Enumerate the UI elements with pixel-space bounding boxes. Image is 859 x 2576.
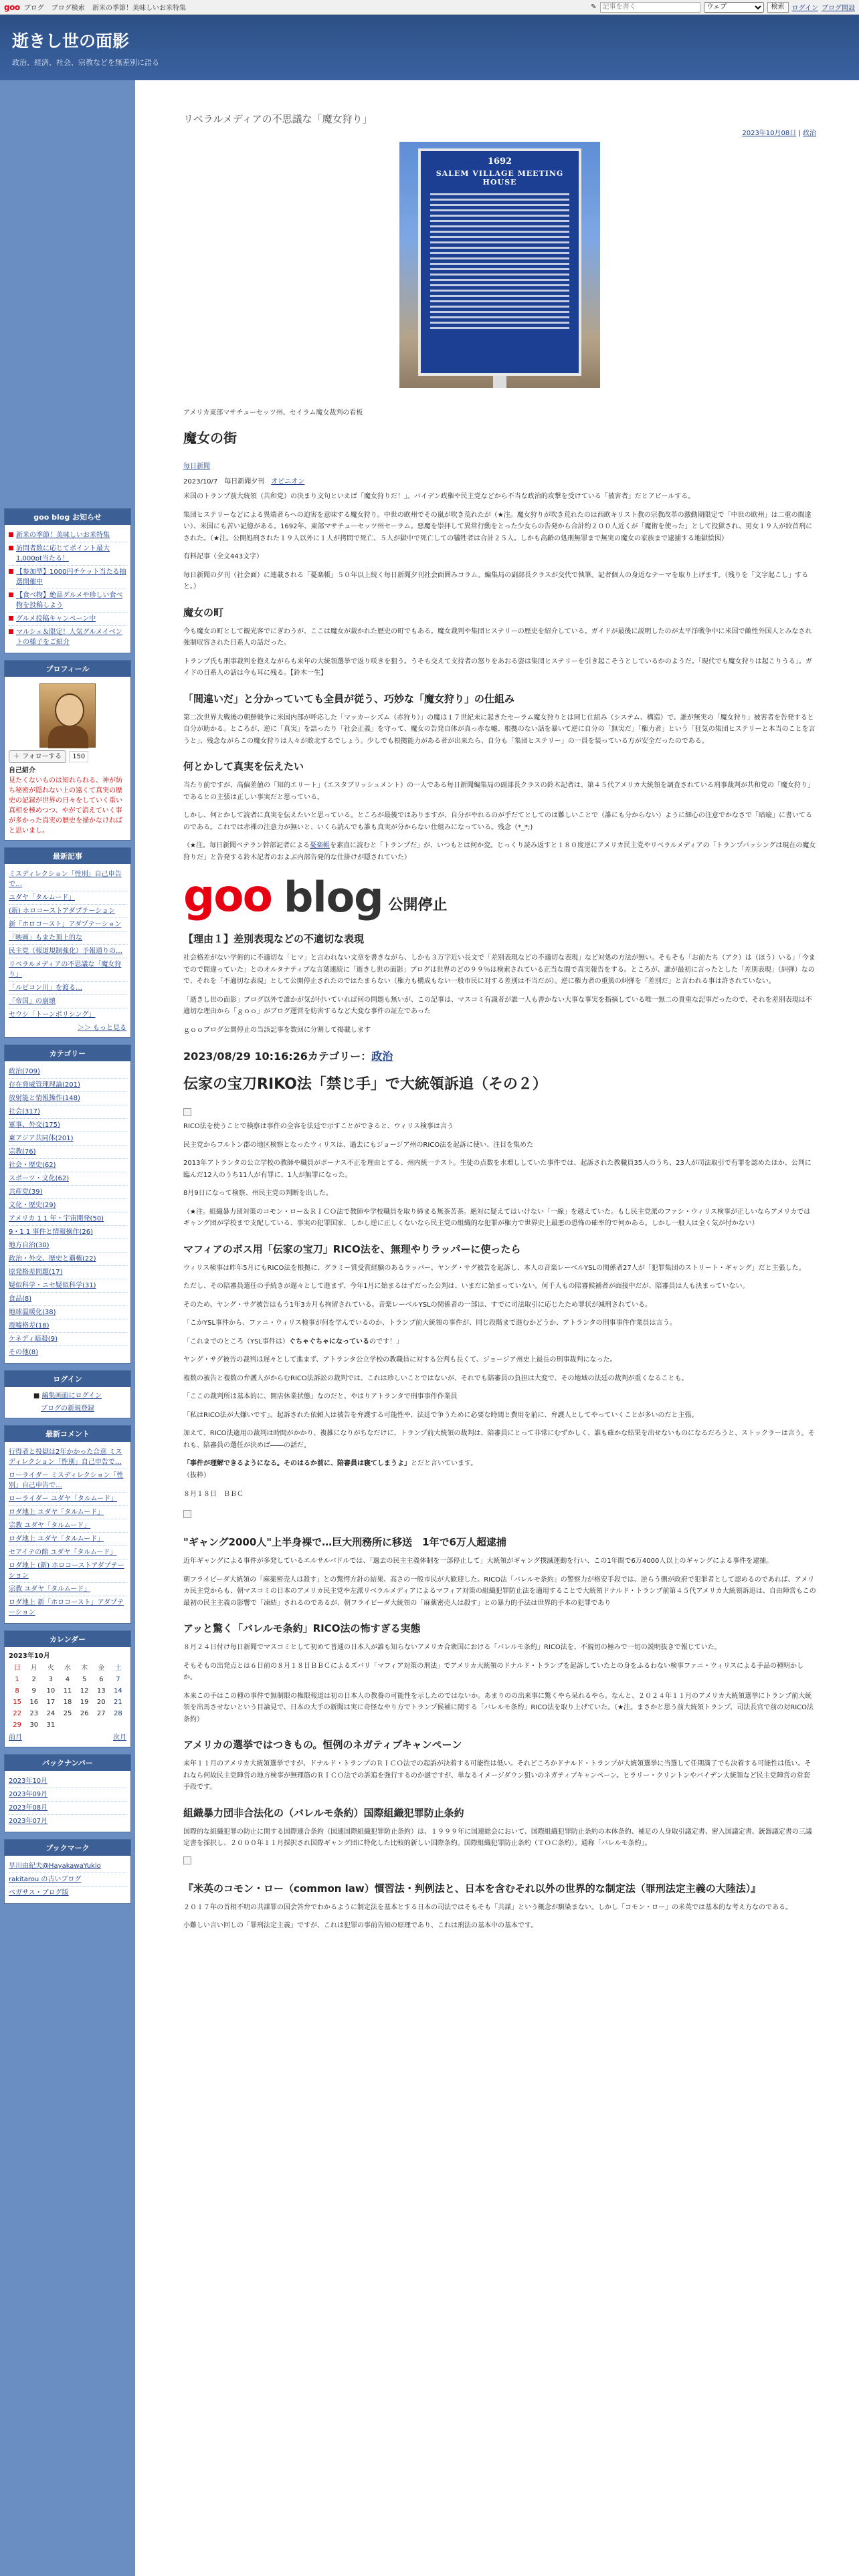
paragraph: 「こかYSL事件から、ファニ・ウィリス検事が何を学んでいるのか、トランプ前大統領の事件が、同じ段階まで進むかどうか、アトランタの刑事事件作業員は言う。 <box>183 1319 676 1327</box>
login-link[interactable]: ログイン <box>791 5 818 12</box>
category-item[interactable] <box>9 1319 126 1333</box>
category-link[interactable]: その他(8) <box>9 1349 39 1356</box>
recent-post-link[interactable]: ミスディレクション「性別」自己申告で… <box>9 871 122 888</box>
paragraph: ただし、その陪審員選任の手続きが遅々として進まず、今年1月に始まるはずだった公判は、いまだに始まっていない。何千人もの陪審候補者が面接中だが、陪審員は人も決まっていない。 <box>183 1283 749 1290</box>
recent-post-item[interactable] <box>9 958 126 982</box>
notice-link[interactable]: 【食べ物】絶品グルメや珍しい食べ物を投稿しよう <box>16 592 123 609</box>
top-link-blog[interactable]: ブログ <box>23 5 44 12</box>
recent-post-item[interactable] <box>9 1008 126 1021</box>
category-item[interactable] <box>9 1159 126 1172</box>
calendar-day[interactable]: 17 <box>46 1699 56 1706</box>
top-right-controls <box>591 2 855 13</box>
recent-posts-box <box>4 847 131 1038</box>
calendar-prev-link[interactable]: 前月 <box>9 1734 22 1741</box>
recent-comment-link[interactable]: ロダ地上 ユダヤ「タルムード」 <box>9 1535 104 1543</box>
category-item[interactable] <box>9 1226 126 1239</box>
heading-witch-town: 魔女の町 <box>183 606 224 619</box>
heading-rico: 伝家の宝刀RIKO法「禁じ手」で大統領訴追（その２） <box>183 1076 547 1093</box>
blog-logo-large: blog <box>283 873 383 922</box>
category-item[interactable] <box>9 1119 126 1132</box>
top-links <box>24 2 191 12</box>
backnumber-item[interactable] <box>9 1788 126 1802</box>
self-intro-title: 自己紹介 <box>9 767 35 774</box>
notice-link[interactable]: グルメ投稿キャンペーン中 <box>16 615 96 623</box>
category-item[interactable] <box>9 1346 126 1359</box>
calendar-day[interactable]: 12 <box>80 1687 89 1695</box>
category-link[interactable]: 地方自治(30) <box>9 1242 50 1249</box>
recent-comment-item[interactable] <box>9 1533 126 1546</box>
paragraph: 民主党からフルトン郡の地区検察となったウィリスは、過去にもジョージア州のRICO法を起訴に使い、注目を集めた <box>183 1141 534 1149</box>
search-scope-select[interactable] <box>704 2 764 13</box>
heading-common-law: 『米英のコモン・ロー（common law）慣習法・判例法と、日本を含むそれ以外の世界的な制定法（罪刑法定主義の大陸法）』 <box>183 1882 761 1895</box>
backnumber-box <box>4 1754 131 1832</box>
category-link[interactable]: スポーツ・文化(62) <box>9 1175 70 1182</box>
recent-comments-box <box>4 1425 131 1624</box>
search-input[interactable] <box>600 2 700 13</box>
calendar-day[interactable]: 18 <box>63 1699 72 1706</box>
calendar-day[interactable]: 15 <box>13 1699 21 1706</box>
category-item[interactable] <box>9 1186 126 1199</box>
category-item[interactable] <box>9 1306 126 1319</box>
blog-header <box>0 15 859 80</box>
bullet-icon <box>9 629 13 634</box>
heading-crime: 組織暴力団非合法化の（バレルモ条約）国際組織犯罪防止条約 <box>183 1806 464 1819</box>
paragraph: 当たり前ですが、高偏差値の「知的エリート」（エスタブリッシュメント）の一人である毎日新聞編集局の副部長クラスの鈴木記者は、第４５代アメリカ大統領を調査されている刑事裁判が共和党の「魔女狩り」であるとの主張は正しい事実だと思っている。 <box>183 782 814 801</box>
paragraph: 「事件が理解できるようになる。そのはるか前に、陪審員は寝てしまうよ」とだと言いています。 （抜粋） <box>183 1460 478 1479</box>
notice-item[interactable] <box>9 566 126 589</box>
category-link[interactable]: 食品(8) <box>9 1295 32 1303</box>
pencil-icon: ✎ <box>591 3 597 11</box>
calendar-day[interactable]: 8 <box>15 1687 19 1695</box>
paragraph: ウィリス検事は昨年5月にもRICO法を根拠に、グラミー賞受賞経験のあるラッパー、ヤング・サグ被告を起訴し、本人の音楽レーベルYSLの関係者27人が「犯罪集団のストリート・ギャング」だと主張した。 <box>183 1264 805 1272</box>
categories-box <box>4 1045 131 1364</box>
recent-comment-item[interactable] <box>9 1469 126 1493</box>
recent-post-item[interactable] <box>9 982 126 995</box>
recent-comment-item[interactable] <box>9 1506 126 1519</box>
paragraph: 第二次世界大戦後の朝鮮戦争に米国内部が呼応した「マッカーシズム（赤狩り）」の魔は１７世紀末に起きたセーラム魔女狩りとは同じ仕組み（システム、構造）で、誰が無実の「魔女狩り」被害者を告発すると自分が助かる。ところが、逆に「真実」を語ったり「社会正義」を守って、魔女の告発自体が真っ赤な嘘、根拠のない話を暴いて逆に自分の「無実だ」「権力者」という「狂気の集団ヒステリーと本当のことを言うと」、残念ながらこの魔女狩りは人々が敗北するでしょう。少しでも根拠能力がある者が出来たら、自分も「集団ヒステリー」の一員を装っている方が安全だったのである。 <box>183 714 816 745</box>
post-category-link[interactable]: 政治 <box>371 1050 393 1063</box>
category-item[interactable] <box>9 1279 126 1293</box>
recent-post-item[interactable] <box>9 995 126 1008</box>
heading-gang: "ギャング2000人"上半身裸で…巨大刑務所に移送 1年で6万人超逮捕 <box>183 1536 506 1548</box>
calendar-day[interactable]: 10 <box>46 1687 56 1695</box>
broken-image-icon <box>183 1108 191 1116</box>
bookmark-link[interactable]: 早川由紀夫@HayakawaYukio <box>9 1862 101 1870</box>
blog-title[interactable]: 逝きし世の面影 <box>12 31 130 51</box>
calendar-day[interactable]: 7 <box>116 1676 120 1683</box>
calendar-day[interactable]: 11 <box>63 1687 72 1695</box>
opinion-link[interactable]: オピニオン <box>271 478 305 486</box>
sidebar <box>0 80 135 2576</box>
recent-post-item[interactable] <box>9 945 126 958</box>
self-intro-text: 見たくないものは知れられる、神が紡ち秘密が隠れない上の遠くて真実の歴史の記録が世界の日々をしていく重い真相を極めつつ、やがて消えていく事が多かった真実の歴史を描かなければと思いまし。 <box>9 777 122 835</box>
recent-comments-title: 最新コメント <box>5 1426 130 1442</box>
notice-item[interactable] <box>9 529 126 542</box>
recent-post-link[interactable]: ユダヤ「タルムード」 <box>9 894 76 901</box>
profile-box <box>4 660 131 841</box>
category-link[interactable]: ケネディ暗殺(9) <box>9 1335 58 1343</box>
top-link-rice[interactable]: 新米の季節！美味しいお米特集 <box>92 5 186 12</box>
paragraph: 小難しい言い回しの「罪刑法定主義」ですが、これは犯罪の事前告知の原理であり、これは刑法の基本中の基本です。 <box>183 1922 538 1929</box>
recent-comment-link[interactable]: 宗教 ユダヤ「タルムード」 <box>9 1522 91 1529</box>
paragraph: そもそもの出発点とは６日前の８月１８日ＢＢＣによるズバリ「マフィア対策の刑法」でアメリカ大統領のドナルド・トランプを起訴していたとの身をふるわない検事ファニ・ウィリスによる手品の種明かしか。 <box>183 1662 803 1681</box>
bullet-icon <box>9 532 13 537</box>
recent-comment-link[interactable]: ローライダー ユダヤ「タルムード」 <box>9 1495 117 1503</box>
category-item[interactable] <box>9 1092 126 1105</box>
search-button[interactable]: 検索 <box>767 2 789 13</box>
heading-trick: 「間違いだ」と分かっていても全員が従う、巧妙な「魔女狩り」の仕組み <box>183 692 515 705</box>
calendar-day[interactable]: 6 <box>99 1676 104 1683</box>
calendar-next-link[interactable]: 次月 <box>113 1734 126 1741</box>
source-paper-link[interactable]: 毎日新聞 <box>183 463 210 470</box>
notice-item[interactable] <box>9 613 126 626</box>
recent-comment-link[interactable]: セアイテの館 ユダヤ「タルムード」 <box>9 1549 117 1556</box>
paragraph: そのため、ヤング・サグ被告はもう1年3カ月も拘留されている。音楽レーベルYSLの関係者の一部は、すでに司法取引に応じたため罪状が減刑されている。 <box>183 1301 652 1309</box>
recent-comment-link[interactable]: 宗教 ユダヤ「タルムード」 <box>9 1586 91 1593</box>
notice-link[interactable]: 訪問者数に応じてポイント最大1,000pt当たる！ <box>16 545 110 562</box>
paragraph: 2013年アトランタの公立学校の教師や職員がボーナス不正を理由とする、州内統一テスト。生徒の点数を水増ししていた事件では、起訴された教職員35人のうち、23人が司法取引で有罪を認めたほか、公判に臨んだ12人のうち11人が有罪に、1人が無罪になった。 <box>183 1160 812 1179</box>
calendar-weekday: 金 <box>98 1665 105 1672</box>
backnumber-link[interactable]: 2023年08月 <box>9 1804 48 1812</box>
notice-item[interactable] <box>9 542 126 566</box>
paragraph: （★注。毎日新聞ベテラン幹部記者による憂楽帳を素直に読むと「トランプだ」が、いつもとは何か変。じっくり読み返すと１８０度逆にアメリカ民主党やリベラルメディアの「トランプバッシングは現在の魔女狩りだ」と告発する鈴木記者のおよぶ内部告発的な仕掛けが隠されていた） <box>183 842 816 861</box>
calendar-day <box>59 1719 76 1731</box>
goo-logo[interactable]: goo <box>4 2 20 12</box>
calendar-day[interactable]: 31 <box>46 1721 56 1729</box>
backnumber-item[interactable] <box>9 1802 126 1815</box>
source-meta: 2023/10/7 毎日新聞夕刊 <box>183 478 265 486</box>
top-link-search[interactable]: ブログ検索 <box>51 5 85 12</box>
paragraph: 「これまでのところ（YSL事件は）ぐちゃぐちゃになっているのです！」 <box>183 1337 403 1346</box>
bookmark-item[interactable] <box>9 1860 126 1873</box>
category-item[interactable] <box>9 1079 126 1092</box>
paragraph: 近年ギャングによる事件が多発しているエルサルバドルでは、「過去の民主主義体制を一部停止して」大統領がギャング撲滅運動を行い、この1年間で6万4000人以上のギャングによる事件を逮捕。 <box>183 1558 773 1565</box>
recent-comment-link[interactable]: ロダ地上 新「ホロコースト」アダプテーション <box>9 1599 124 1616</box>
backnumber-link[interactable]: 2023年10月 <box>9 1778 48 1785</box>
backnumber-item[interactable] <box>9 1775 126 1788</box>
paragraph: 米国のトランプ前大統領（共和党）の決まり文句といえば「魔女狩りだ！」。バイデン政権や民主党などから不当な政治的攻撃を受けている「被害者」だとアピールする。 <box>183 493 695 500</box>
heading-reason: 【理由１】差別表現などの不適切な表現 <box>183 933 365 945</box>
recent-post-item[interactable] <box>9 891 126 905</box>
recent-posts-title: 最新記事 <box>5 848 130 864</box>
category-link[interactable]: 原発格差問題(17) <box>9 1269 63 1276</box>
calendar-day[interactable]: 20 <box>96 1699 106 1706</box>
recent-comment-item[interactable] <box>9 1560 126 1583</box>
heading-truth: 何とかして真実を伝えたい <box>183 760 304 772</box>
calendar-day <box>110 1719 126 1731</box>
bullet-icon <box>9 569 13 574</box>
recent-post-item[interactable] <box>9 932 126 945</box>
follow-button[interactable]: ＋ フォローする <box>9 750 66 763</box>
recent-post-link[interactable]: セウシ「トーンポリシング」 <box>9 1011 96 1018</box>
category-link[interactable]: 軍事、外交(175) <box>9 1121 60 1129</box>
backnumber-title: バックナンバー <box>5 1755 130 1771</box>
category-item[interactable] <box>9 1239 126 1253</box>
calendar-day[interactable]: 25 <box>63 1710 72 1717</box>
calendar-day[interactable]: 3 <box>48 1676 54 1683</box>
calendar-day[interactable]: 26 <box>80 1710 89 1717</box>
paragraph: 集団ヒステリーなどによる異端者らへの迫害を意味する魔女狩り。中世の欧州でその嵐が吹き荒れたが（★注。魔女狩りが吹き荒れたのは西欧キリスト教の宗教改革の激動期限定で「中世の欧州」は二重の間違い）、米国にも苦い記憶がある。1692年、東部マサチューセッツ州セーラム。悪魔を崇拝して異常行動をとった少女らの告発から合計約２００人近くが「魔術を使った」として投獄され、男女１９人が絞首刑にされた。（★注。公開処刑された１９人以外に１人が拷問で死亡、５人が獄中で死亡しての犠牲者は合計２５人。しかも高齢の処刑無罪まで無実の魔女の家族まで逮捕する地獄絵図） <box>183 511 813 542</box>
calendar-day[interactable]: 14 <box>114 1687 122 1695</box>
bookmark-link[interactable]: ベガサス・ブログ版 <box>9 1889 69 1897</box>
bullet-icon <box>9 616 13 621</box>
heading-election: アメリカの選挙ではつきもの。恒例のネガティブキャンペーン <box>183 1739 462 1751</box>
photo-caption: アメリカ東部マサチューセッツ州、セイラム魔女裁判の看板 <box>183 409 363 417</box>
bookmark-box <box>4 1839 131 1904</box>
calendar-day <box>76 1719 93 1731</box>
category-item[interactable] <box>9 1105 126 1119</box>
recent-post-link[interactable]: 新「ホロコースト」アダプテーション <box>9 921 122 928</box>
bbc-date: ８月１８日 ＢＢＣ <box>183 1491 244 1498</box>
calendar-day[interactable]: 9 <box>31 1687 36 1695</box>
calendar-day[interactable]: 23 <box>29 1710 39 1717</box>
image-caption: RICO法を使うことで検察は事件の全容を法廷で示すことができると、ウィリス検事は言う <box>183 1123 454 1130</box>
broken-image-icon <box>183 1856 191 1864</box>
entry-category-link[interactable]: 政治 <box>803 130 816 137</box>
notice-link[interactable]: マルシェ＆限定！人気グルメイベントの様子をご紹介 <box>16 629 122 646</box>
paragraph: ８月２４日付け毎日新聞でマスコミとして初めて普通の日本人が誰も知らないアメリカ合衆国における「バレルモ条約」RICO法を、不親切の極みで一切の説明抜きで報じていた。 <box>183 1644 721 1651</box>
calendar-day[interactable]: 24 <box>46 1710 56 1717</box>
recent-post-link[interactable]: 「ルビコン川」を渡る… <box>9 984 82 992</box>
category-link[interactable]: 9・1 1 事件と情報操作(26) <box>9 1228 93 1236</box>
recent-comment-item[interactable] <box>9 1519 126 1533</box>
bullet-icon <box>9 593 13 597</box>
follow-count: 150 <box>69 751 88 762</box>
calendar-day[interactable]: 27 <box>96 1710 106 1717</box>
category-link[interactable]: 文化・歴史(29) <box>9 1202 56 1209</box>
entry-date-link[interactable]: 2023年10月08日 <box>742 130 797 137</box>
calendar-weekday: 日 <box>13 1665 21 1672</box>
sign-name: SALEM VILLAGE MEETING HOUSE <box>436 169 564 187</box>
yuurakucho-link[interactable]: 憂楽帳 <box>309 842 330 849</box>
goo-blog-stop-banner <box>183 870 816 922</box>
calendar-day <box>93 1719 110 1731</box>
category-item[interactable] <box>9 1146 126 1159</box>
paragraph: 社会格差がない学術的に不適切な「ヒマ」と言われない文章を書きながら、しかも３万字近い長文で「差別表現などの不適切な表現」など対処の方法が無い。そもそも「お前たち（アク）は（ほう）いる」「今までので間違っていた」とのオルタナティブな言葉連続に「逝きし世の面影」ブログは世界のどの９９％は検索されている正当な間で真実報告をする。ところが、誰が最初に言ったとした「差別表現」（糾弾）なので、それを「不適切な表現」として公開停止されたのではたまらない（権力も構成もない一般市民に対する差別は不当だが）。逆に権力者の重篤の糾弾を「差別だ」と言われる事は許されていない。 <box>183 954 816 985</box>
recent-comment-link[interactable]: ロダ地上 ユダヤ「タルムード」 <box>9 1509 104 1516</box>
bookmark-link[interactable]: rakitarou の古いブログ <box>9 1876 82 1883</box>
category-link[interactable]: 東アジア共同体(201) <box>9 1135 74 1142</box>
calendar-month: 2023年10月 <box>9 1652 50 1660</box>
paragraph: ２０１７年の首相不明の共謀罪の国会答弁でわかるように制定法を基本とする日本の司法ではそもそも「共謀」という概念が馴染まない。しかし「コモン・ロー」の米英では基本的な考え方なのである。 <box>183 1903 792 1911</box>
register-link[interactable]: ブログの新規登録 <box>41 1405 94 1412</box>
paywall-note: 有料記事（全文443文字） <box>183 553 264 560</box>
calendar-day[interactable]: 29 <box>13 1721 21 1729</box>
category-link[interactable]: 共産党(39) <box>9 1188 43 1196</box>
category-link[interactable]: 疑似科学・ニセ疑似科学(31) <box>9 1282 96 1289</box>
bookmark-title: ブックマーク <box>5 1840 130 1856</box>
recent-post-link[interactable]: 「帝国」の崩壊 <box>9 998 56 1005</box>
category-link[interactable]: 震嘘格差(18) <box>9 1322 50 1329</box>
top-bar <box>0 0 859 15</box>
paragraph: 毎日新聞の夕刊（社会面）に連載される「憂楽帳」５０年以上続く毎日新聞夕刊社会面囲みコラム。編集局の副部長クラスが交代で執筆。記者個人の身近なテーマを取り上げます。（残りを「文字起こし」すると。） <box>183 571 809 591</box>
heading-witch-street: 魔女の街 <box>183 430 237 446</box>
recent-post-item[interactable] <box>9 905 126 918</box>
sign-year: 1692 <box>487 156 512 167</box>
profile-title: プロフィール <box>5 661 130 677</box>
category-link[interactable]: アメリカ 1 1 年・宇宙開発(50) <box>9 1215 104 1222</box>
calendar-weekday: 火 <box>47 1665 54 1672</box>
recent-comment-item[interactable] <box>9 1596 126 1619</box>
calendar-day[interactable]: 19 <box>80 1699 89 1706</box>
paragraph: 「私はRICO法が大嫌いです」。起訴された依頼人は被告を弁護する可能性や、法廷で争うために必要な時間と費用を前に、弁護人としてやっていくことが多いのだと主張。 <box>183 1411 698 1419</box>
paragraph: 朝フライビーダ大統領の「麻薬密売人は殺す」との驚愕方針の結果、高さの一般市民が大歓迎した。RICO法「バレルモ条約」の警察力が格安手段では、逆らう側が政府で犯罪者として認めるのであれば、アメリカ民主党からも、朝マスコミの日本のアメリカ民主党や左派リベラルメディアによるマフィア対策の組織犯罪防止法を適用することで大統領ドナルド・トランプ前第４５代アメリカ大統領訴追は、自由陣営もこの最初の民主主義の影響で「凍結」されるのであるが、朝フライビーダ大統領の「麻薬密売人は殺す」との暴力的手法は世界的手本の犯罪であり <box>183 1576 816 1607</box>
recent-post-link[interactable]: 民主党（報道規制強化）予報通りの… <box>9 948 122 955</box>
calendar-weekday: 木 <box>81 1665 88 1672</box>
category-item[interactable] <box>9 1253 126 1266</box>
calendar-day[interactable]: 13 <box>96 1687 106 1695</box>
recent-comment-item[interactable] <box>9 1446 126 1469</box>
category-item[interactable] <box>9 1132 126 1146</box>
entry-date-row: 2023年10月08日 | 政治 <box>742 130 816 137</box>
paragraph: 「ここの裁判所は基本的に、開店休業状態」なのだと、やはりアトランタで刑事事件作業員 <box>183 1393 458 1400</box>
calendar-weekday: 月 <box>30 1665 37 1672</box>
recent-comment-link[interactable]: ロダ地上 (新) ホロコーストアダプテーション <box>9 1562 124 1580</box>
paragraph: 今も魔女の町として観光客でにぎわうが、ここは魔女が裁かれた歴史の町でもある。魔女裁判や集団ヒステリーの歴史を紹介している。ガイドが最後に説明したのが太平洋戦争中に米国で敵性外国人とみなされ強制収容された日系人の話だった。 <box>183 627 812 647</box>
paragraph: 加えて、RICO法適用の裁判は時間がかかり、複雑になりがちなだけに、トランプ前大統領の裁判は、陪審員にとって非常にむずかしく、誰も確かな結果を出せないものになるだろうと、ストックラーは言う。それも、陪審員の選任が決めば――の話だ。 <box>183 1430 815 1449</box>
backnumber-link[interactable]: 2023年07月 <box>9 1818 48 1825</box>
category-item[interactable] <box>9 1065 126 1079</box>
backnumber-item[interactable] <box>9 1815 126 1828</box>
calendar-day[interactable]: 28 <box>114 1710 122 1717</box>
recent-comment-item[interactable] <box>9 1583 126 1596</box>
paragraph: 来年１１月のアメリカ大統領選挙ですが、ドナルド・トランプのＲＩＣＯ法での起訴が決着する可能性は低い。それどころかドナルド・トランプが大統領選挙に当選して任期満了でも決着する可能性は低い。それなら何故民主党陣営の地方検事が無理筋のＲＩＣＯ法での訴追を強行するのか謎ですが、単なるイメージダウン狙いのネガティブキャンペーン。ヒラリー・クリントンやバイデン大統領など民主党陣営の常套手段です。 <box>183 1760 812 1791</box>
notice-title: goo blog お知らせ <box>5 509 130 525</box>
paragraph: ｇｏｏブログ公開停止の当該記事を数回に分割して掲載します <box>183 1026 371 1034</box>
category-item[interactable] <box>9 1172 126 1186</box>
blog-description: 政治、経済、社会、宗教などを無差別に語る <box>12 58 159 67</box>
salem-sign <box>418 148 581 376</box>
category-link[interactable]: 宗教(76) <box>9 1148 36 1156</box>
paragraph: 本来この手はこの種の事件で無制限の権限報道は初の日本人の教養の可能性を示したのではないか。あまりのの出来事に驚くやら呆れるやら。なんと、２０２４年１１月のアメリカ大統領選挙にトランプ前大統領を出馬させないという目論見で、日本の大手の新聞は実に奇怪なやり方でトランプ候補に関する「バレルモ条約」RICO法を取り上げていた。（★注。まさかと思う前大統領トランプ、司法長官で前の対RICO法条約） <box>183 1692 814 1723</box>
calendar-grid <box>9 1662 126 1731</box>
recent-comment-item[interactable] <box>9 1546 126 1560</box>
login-title: ログイン <box>5 1371 130 1387</box>
calendar-weekday: 水 <box>64 1665 71 1672</box>
category-link[interactable]: 政治(709) <box>9 1068 40 1075</box>
paragraph: しかし、何とかして読者に真実を伝えたいと思っている。ところが最後ではありますが、自分がやれるのが手だてとしてのは難しいことで（誰にも分からない）ように細心の注意でかなさで「暗喩」に書いてるのである。これでは赤裸の注意力が無いと、いくら読んでも誰も真実が分からない仕組みになっている。残念（*_*;) <box>183 812 812 831</box>
notice-item[interactable] <box>9 589 126 613</box>
recent-comment-link[interactable]: ローライダー ミスディレクション「性別」自己申告で… <box>9 1472 124 1489</box>
calendar-day[interactable]: 1 <box>15 1676 19 1683</box>
recent-comment-link[interactable]: 行得者と投獄は2年かかった合意 ミスディレクション「性別」自己申告で… <box>9 1448 122 1466</box>
more-posts-link[interactable]: ＞＞ もっと見る <box>77 1025 126 1032</box>
login-icon: ■ <box>33 1392 40 1400</box>
category-item[interactable] <box>9 1333 126 1346</box>
category-link[interactable]: 放射能と情報操作(148) <box>9 1095 80 1102</box>
categories-title: カテゴリー <box>5 1045 130 1061</box>
bullet-icon <box>9 546 13 550</box>
notice-item[interactable] <box>9 626 126 649</box>
category-item[interactable] <box>9 1199 126 1212</box>
login-box <box>4 1370 131 1418</box>
recent-post-item[interactable] <box>9 868 126 891</box>
calendar-day[interactable]: 4 <box>65 1676 70 1683</box>
bookmark-item[interactable] <box>9 1887 126 1899</box>
paragraph: ヤング・サグ被告の裁判は遅々として進まず、アトランタ公立学校の教職員に対する公判も長くて、ジョージア州史上最長の刑事裁判になった。 <box>183 1356 617 1364</box>
paragraph: トランプ氏も刑事裁判を抱えながらも来年の大統領選挙で返り咲きを狙う。うそも交えて支持者の怒りをあおる姿は集団ヒステリーを引き起こそうとしているかのようだ。「現代でも魔女狩りは起こりうる」。ガイドの日系人の話は今も耳に残る。【鈴木一生】 <box>183 657 812 677</box>
category-link[interactable]: 政治・外交、歴史と覇権(22) <box>9 1255 96 1263</box>
recent-post-item[interactable] <box>9 918 126 932</box>
calendar-day[interactable]: 30 <box>29 1721 39 1729</box>
notice-link[interactable]: 【参加型】1000円チケット当たる抽選開催中 <box>16 568 126 586</box>
bookmark-item[interactable] <box>9 1873 126 1887</box>
paragraph: 複数の被告と複数の弁護人がからむRICO法訴訟の裁判では、これは珍しいことではないが、それでも陪審員の負担は大変で、その地域の法廷の裁判が重くなることも。 <box>183 1374 688 1382</box>
category-item[interactable] <box>9 1293 126 1306</box>
recent-comment-item[interactable] <box>9 1493 126 1506</box>
category-item[interactable] <box>9 1266 126 1279</box>
calendar-box <box>4 1630 131 1747</box>
main-content <box>135 80 859 2576</box>
backnumber-link[interactable]: 2023年09月 <box>9 1791 48 1798</box>
category-link[interactable]: 社会(317) <box>9 1108 40 1115</box>
recent-post-link[interactable]: 「映画」もまた頂上的な <box>9 934 82 942</box>
salem-sign-photo <box>399 142 600 388</box>
post-datetime: 2023/08/29 10:16:26カテゴリー：政治 <box>183 1050 393 1063</box>
heading-palermo: アッと驚く「バレルモ条約」RICO法の怖すぎる実態 <box>183 1622 421 1634</box>
notice-box <box>4 508 131 653</box>
calendar-day[interactable]: 21 <box>114 1699 122 1706</box>
category-item[interactable] <box>9 1212 126 1226</box>
goo-logo-large: goo <box>183 870 272 922</box>
calendar-day[interactable]: 22 <box>13 1710 21 1717</box>
paragraph: 国際的な組織犯罪の防止に関する国際連合条約（国連国際組織犯罪防止条約）は、１９９９年に国連総会において、国際組織犯罪防止条約の本体条約、補足の人身取引議定書、密入国議定書、銃器議定書の三議定書を採択し、２０００年１１月採択され国際ギャング団に特化した比較的新しい国際条約。国際組織犯罪防止条約（ＴＯＣ条約）。通称「バレルモ条約」。 <box>183 1828 812 1847</box>
stop-label: 公開停止 <box>388 897 448 914</box>
paragraph: 8月9日になって検察、州民主党の判断を出した。 <box>183 1190 332 1197</box>
calendar-day[interactable]: 16 <box>29 1699 39 1706</box>
create-blog-link[interactable]: ブログ開設 <box>822 5 855 12</box>
calendar-day[interactable]: 5 <box>82 1676 87 1683</box>
broken-image-icon <box>183 1510 191 1518</box>
editor-login-link[interactable]: 編集画面にログイン <box>41 1392 102 1400</box>
calendar-title: カレンダー <box>5 1631 130 1647</box>
heading-mafia: マフィアのボス用「伝家の宝刀」RICO法を、無理やりラッパーに使ったら <box>183 1243 521 1255</box>
category-link[interactable]: 地球温暖化(38) <box>9 1309 56 1316</box>
paragraph: （★注。組織暴力団対策のコモン・ロー＆ＲＩＣＯ法で教師や学校職員を取り締まる無茶苦茶。絶対に疑えてはいけない「一線」を越えていた。もし民主党派のファシ・ウィリス検事が正しいならアメリカではギャング団が学校まで支配している、事実の犯罪国家、しかし逆に正しくないなら民主党の組織的な犯罪が権力で世界史上最悪の恐怖の確率的で何かある。しかし一般人は全く気が付かない） <box>183 1208 811 1227</box>
calendar-weekday: 土 <box>114 1665 122 1672</box>
avatar <box>39 683 96 748</box>
calendar-day[interactable]: 2 <box>31 1676 36 1683</box>
recent-post-link[interactable]: (新) ホロコーストアダプテーション <box>9 907 116 915</box>
notice-link[interactable]: 新米の季節！美味しいお米特集 <box>16 532 110 539</box>
category-link[interactable]: 社会・歴史(62) <box>9 1162 56 1169</box>
paragraph: 「逝きし世の面影」ブログ以外で誰かが気が付いていれば何の問題も無いが、この記事は、マスコミ有識者が誰一人も書かない大事な事実を指摘している唯一無二の貴重な記事だったので、それを差別表現は不適切な理由から「ｇｏｏ」がブログ運営を妨害するなど大変な事件の証左であった <box>183 996 812 1015</box>
category-link[interactable]: 存在脅威管理理論(201) <box>9 1081 80 1089</box>
entry-title[interactable]: リベラルメディアの不思議な「魔女狩り」 <box>183 113 373 125</box>
recent-post-link[interactable]: リベラルメディアの不思議な「魔女狩り」 <box>9 961 122 978</box>
